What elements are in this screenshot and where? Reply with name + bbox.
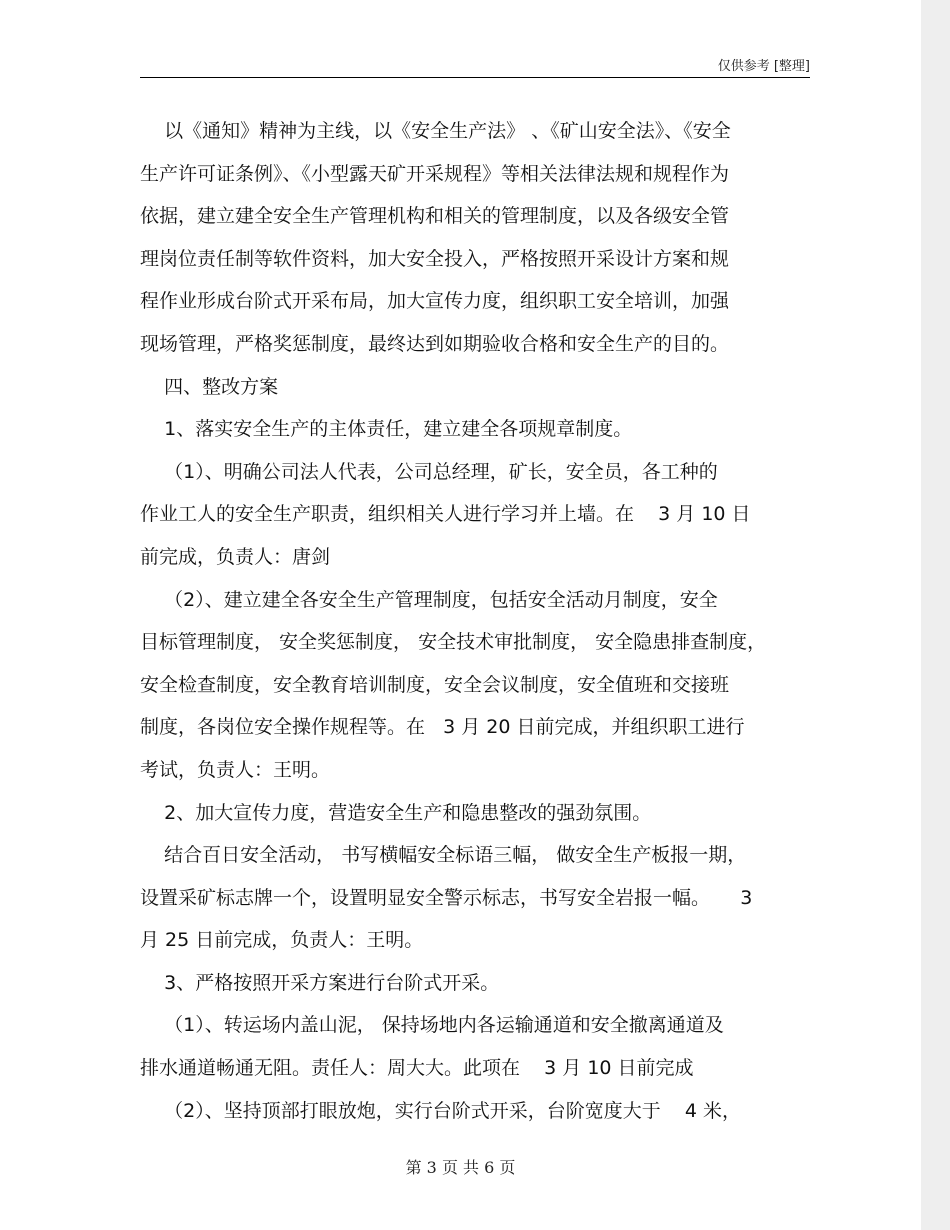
- header-rule: [140, 77, 810, 78]
- text-line: 作业工人的安全生产职责，组织相关人进行学习并上墙。在 3 月 10 日: [140, 503, 751, 526]
- text-line: （1）、转运场内盖山泥， 保持场地内各运输通道和安全撤离通道及: [140, 1014, 724, 1037]
- page-footer: 第 3 页 共 6 页: [405, 1158, 516, 1177]
- text-line: （2）、坚持顶部打眼放炮，实行台阶式开采，台阶宽度大于 4 米，: [140, 1099, 742, 1122]
- text-line: 现场管理，严格奖惩制度，最终达到如期验收合格和安全生产的目的。: [140, 332, 730, 355]
- text-line: 制度，各岗位安全操作规程等。在 3 月 20 日前完成，并组织职工进行: [140, 716, 745, 739]
- text-line: 以《通知》精神为主线，以《安全生产法》 、《矿山安全法》、《安全: [140, 120, 731, 142]
- page-edge-shadow: [921, 0, 950, 1230]
- text-line: （1）、明确公司法人代表，公司总经理，矿长，安全员，各工种的: [140, 460, 718, 483]
- text-line: 排水通道畅通无阻。责任人：周大大。此项在 3 月 10 日前完成: [140, 1057, 694, 1080]
- text-line: 目标管理制度， 安全奖惩制度， 安全技术审批制度， 安全隐患排查制度，: [140, 631, 767, 654]
- text-line: 安全检查制度，安全教育培训制度，安全会议制度，安全值班和交接班: [140, 673, 730, 696]
- text-line: 理岗位责任制等软件资料，加大安全投入，严格按照开采设计方案和规: [140, 247, 730, 270]
- text-line: （2）、建立建全各安全生产管理制度，包括安全活动月制度，安全: [140, 588, 718, 611]
- text-line: 前完成，负责人：唐剑: [140, 545, 331, 568]
- text-line: 考试，负责人：王明。: [140, 758, 331, 781]
- document-body: [140, 110, 810, 1132]
- text-line: 生产许可证条例》、《小型露天矿开采规程》等相关法律法规和规程作为: [140, 162, 730, 185]
- text-line: 依据，建立建全安全生产管理机构和相关的管理制度，以及各级安全管: [140, 205, 730, 228]
- text-line: 程作业形成台阶式开采布局，加大宣传力度，组织职工安全培训，加强: [140, 290, 730, 313]
- text-line: 结合百日安全活动， 书写横幅安全标语三幅， 做安全生产板报一期，: [140, 844, 747, 867]
- text-line: 月 25 日前完成，负责人：王明。: [140, 929, 424, 952]
- header-note: 仅供参考 [整理]: [717, 59, 810, 74]
- text-line: 3、严格按照开采方案进行台阶式开采。: [140, 971, 500, 994]
- text-line: 四、整改方案: [140, 375, 279, 398]
- text-line: 设置采矿标志牌一个，设置明显安全警示标志，书写安全岩报一幅。 3: [140, 886, 753, 909]
- text-line: 2、加大宣传力度，营造安全生产和隐患整改的强劲氛围。: [140, 801, 652, 824]
- text-line: 1、落实安全生产的主体责任，建立建全各项规章制度。: [140, 418, 633, 441]
